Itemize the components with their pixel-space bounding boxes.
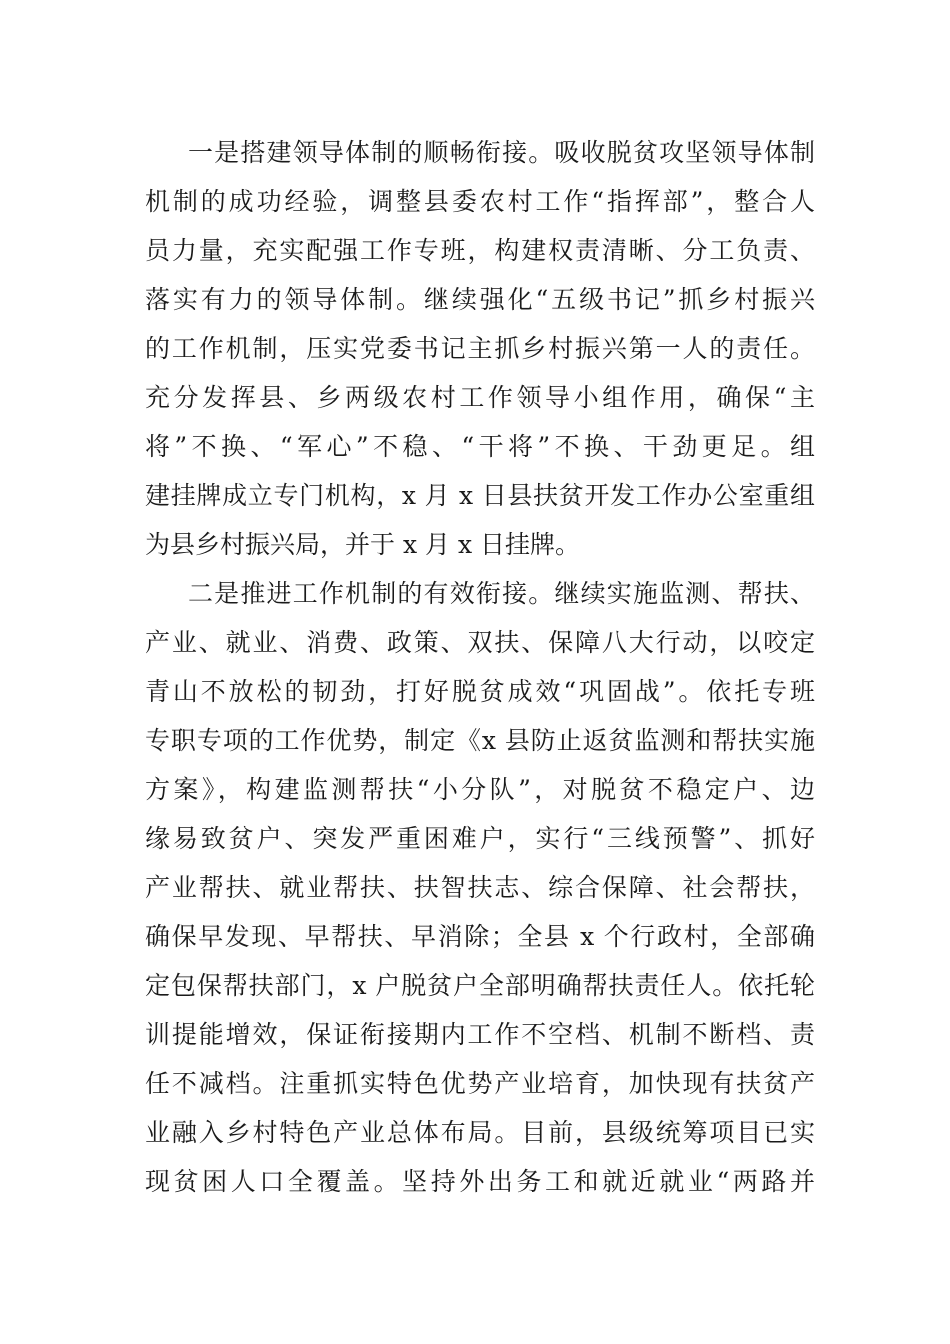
- text-line: 现贫困人口全覆盖。坚持外出务工和就近就业“两路并: [145, 1167, 815, 1196]
- text-line: 方案》，构建监测帮扶“小分队”，对脱贫不稳定户、边: [145, 775, 815, 804]
- text-line: 缘易致贫户、突发严重困难户，实行“三线预警”、抓好: [145, 824, 815, 853]
- text-line: 产业帮扶、就业帮扶、扶智扶志、综合保障、社会帮扶，: [145, 873, 815, 902]
- document-body: [145, 128, 815, 1206]
- text-line: 产业、就业、消费、政策、双扶、保障八大行动，以咬定: [145, 628, 815, 657]
- text-line: 训提能增效，保证衔接期内工作不空档、机制不断档、责: [145, 1020, 815, 1049]
- text-line: 落实有力的领导体制。继续强化“五级书记”抓乡村振兴: [145, 285, 815, 314]
- text-line: 一是搭建领导体制的顺畅衔接。吸收脱贫攻坚领导体制: [188, 138, 815, 167]
- text-line: 的工作机制，压实党委书记主抓乡村振兴第一人的责任。: [145, 334, 815, 363]
- text-line: 业融入乡村特色产业总体布局。目前，县级统筹项目已实: [145, 1118, 815, 1147]
- text-line: 青山不放松的韧劲，打好脱贫成效“巩固战”。依托专班: [145, 677, 815, 706]
- text-line: 机制的成功经验，调整县委农村工作“指挥部”，整合人: [145, 187, 815, 216]
- text-line: 将”不换、“军心”不稳、“干将”不换、干劲更足。组: [145, 432, 815, 461]
- text-line: 充分发挥县、乡两级农村工作领导小组作用，确保“主: [145, 383, 815, 412]
- text-line: 员力量，充实配强工作专班，构建权责清晰、分工负责、: [145, 236, 815, 265]
- text-line: 任不减档。注重抓实特色优势产业培育，加快现有扶贫产: [145, 1069, 815, 1098]
- text-line: 定包保帮扶部门，x 户脱贫户全部明确帮扶责任人。依托轮: [145, 971, 815, 1000]
- text-line: 建挂牌成立专门机构，x 月 x 日县扶贫开发工作办公室重组: [145, 481, 815, 510]
- text-line: 二是推进工作机制的有效衔接。继续实施监测、帮扶、: [188, 579, 815, 608]
- text-line: 为县乡村振兴局，并于 x 月 x 日挂牌。: [145, 530, 580, 559]
- text-line: 确保早发现、早帮扶、早消除；全县 x 个行政村，全部确: [145, 922, 815, 951]
- text-line: 专职专项的工作优势，制定《x 县防止返贫监测和帮扶实施: [145, 726, 815, 755]
